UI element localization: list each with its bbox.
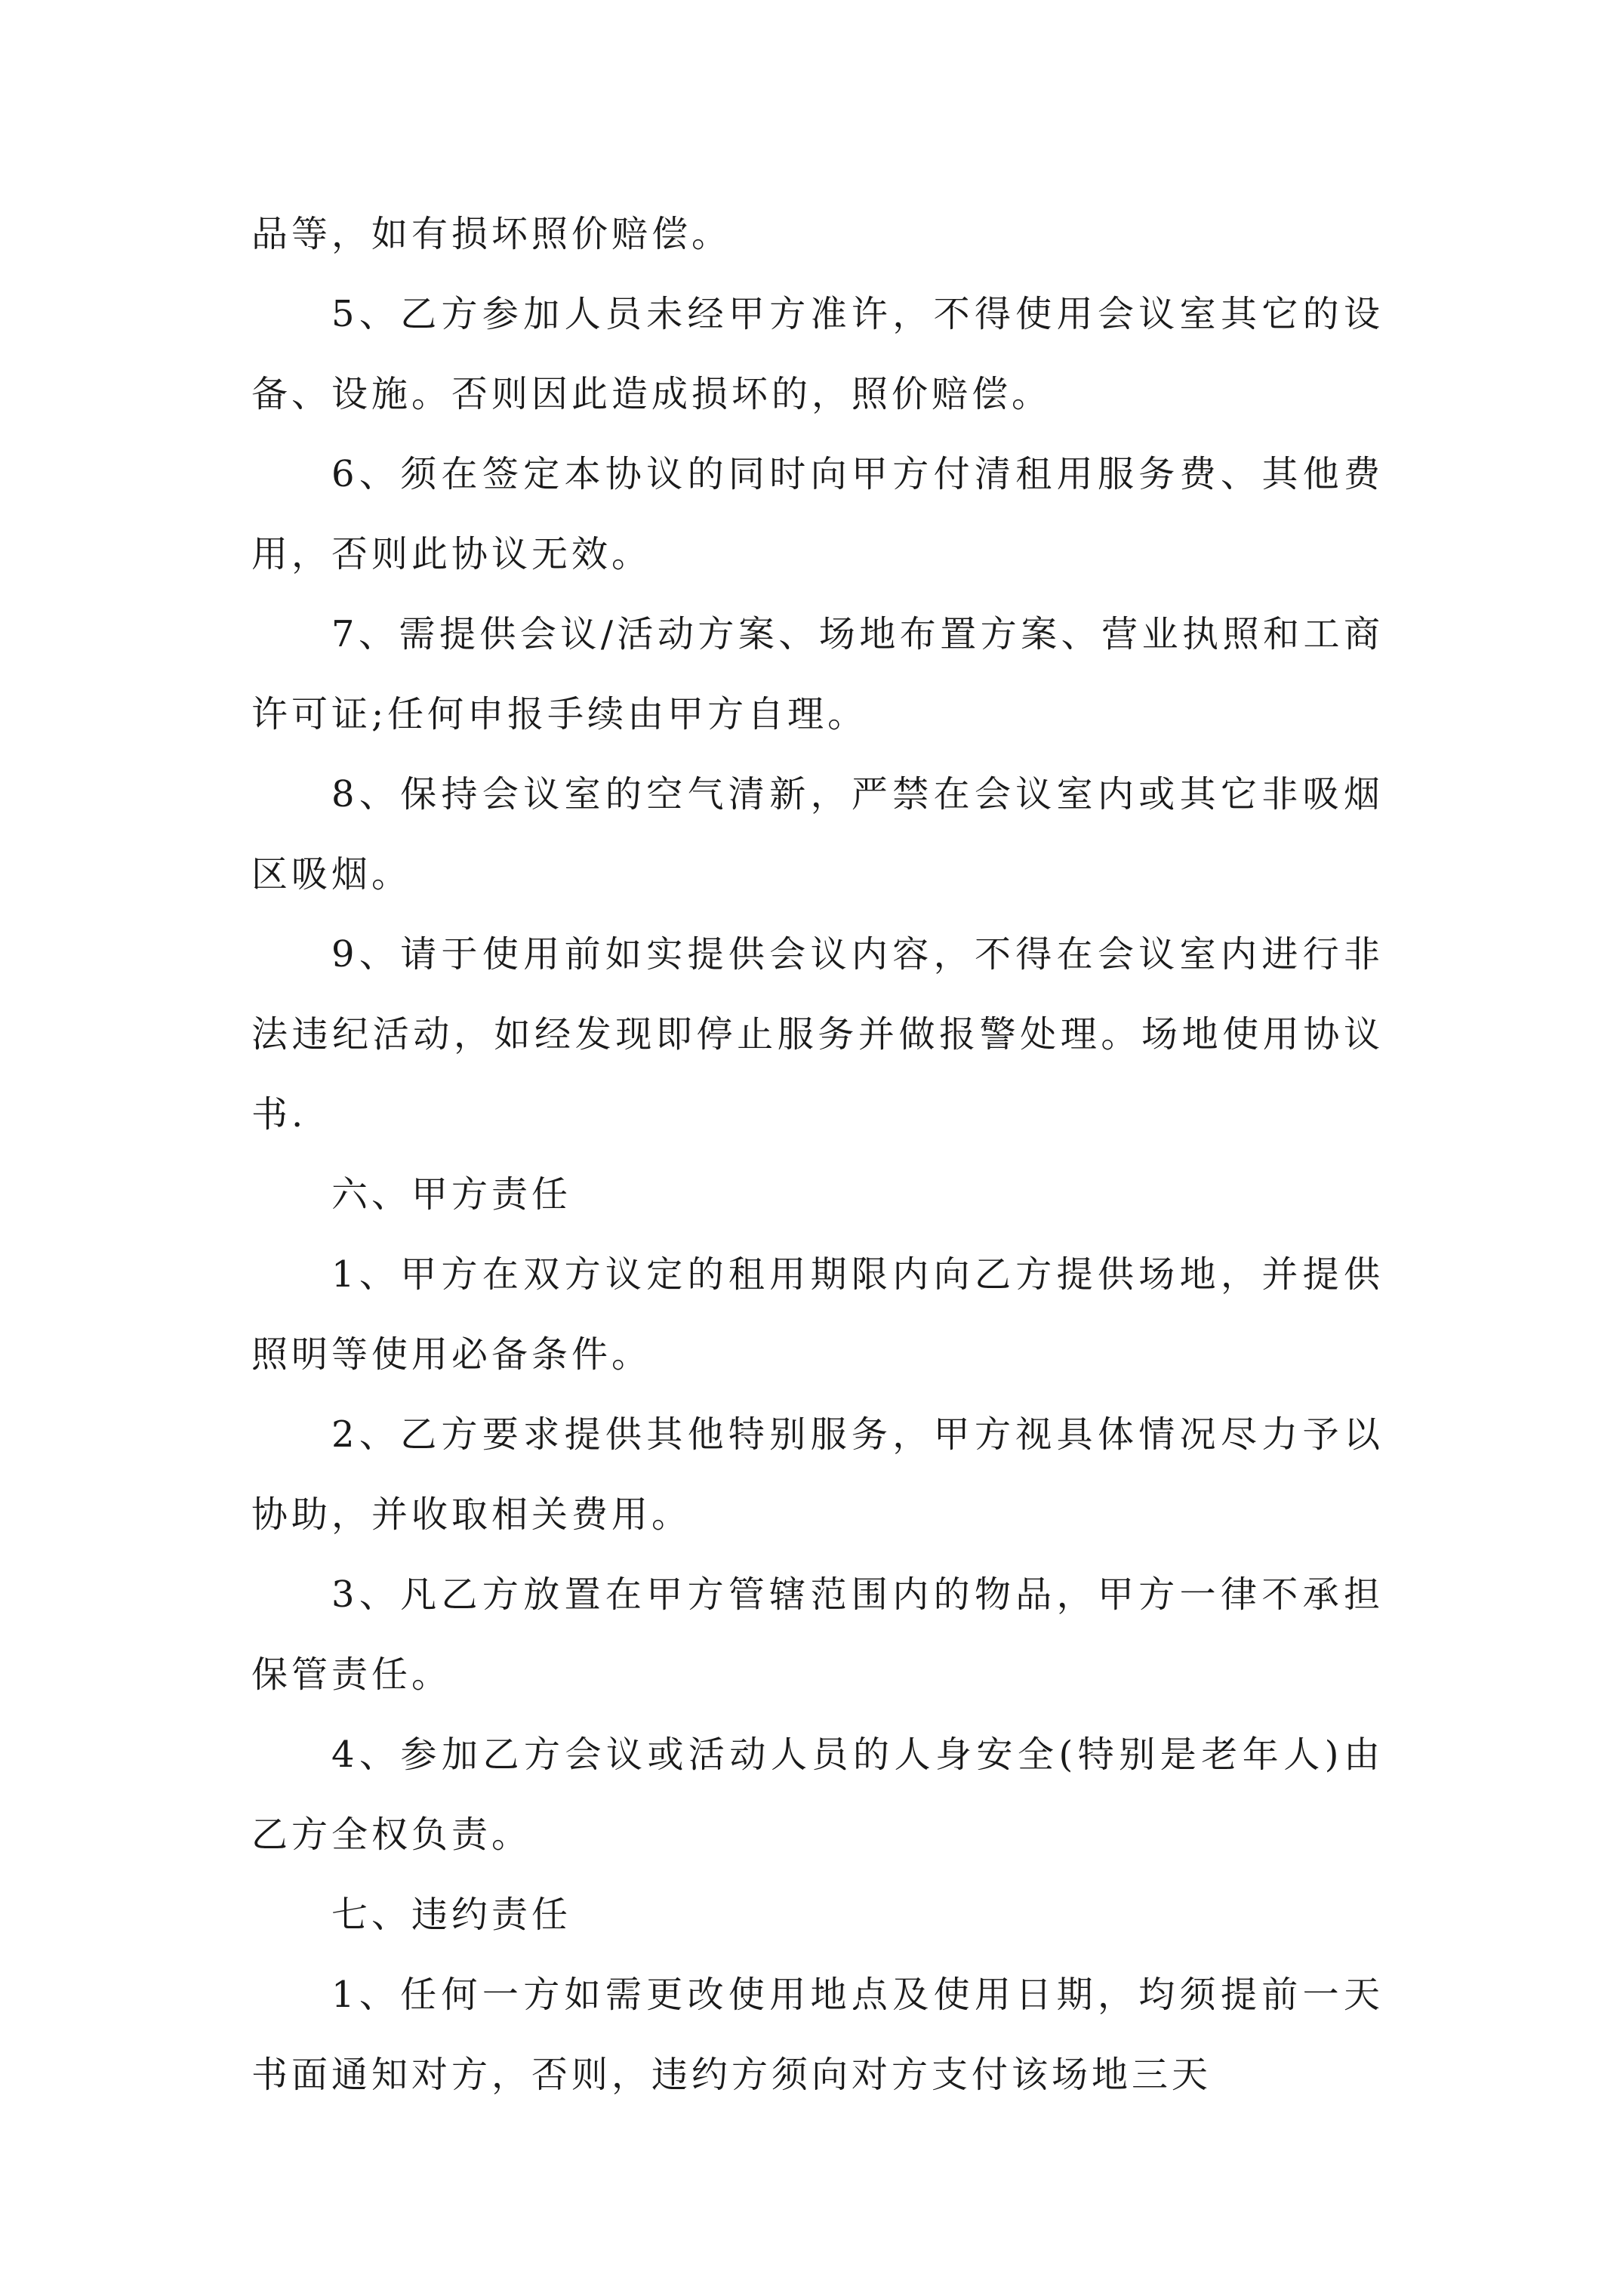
- paragraph-party-a-clause-3: 3、凡乙方放置在甲方管辖范围内的物品，甲方一律不承担保管责任。: [251, 1573, 1384, 1696]
- paragraph-clause-9: 9、请于使用前如实提供会议内容，不得在会议室内进行非法违纪活动，如经发现即停止服务并做报警处理。场地使用协议书.: [251, 933, 1384, 1136]
- paragraph-breach-clause-1: 1、任何一方如需更改使用地点及使用日期，均须提前一天书面通知对方，否则，违约方须向对方支付该场地三天: [251, 1974, 1384, 2096]
- paragraph-clause-6: 6、须在签定本协议的同时向甲方付清租用服务费、其他费用，否则此协议无效。: [251, 453, 1384, 575]
- paragraph-clause-8: 8、保持会议室的空气清新，严禁在会议室内或其它非吸烟区吸烟。: [251, 773, 1384, 895]
- paragraph-continuation: 品等，如有损坏照价赔偿。: [251, 213, 732, 255]
- document-body: [251, 194, 1384, 2115]
- paragraph-party-a-clause-2: 2、乙方要求提供其他特别服务，甲方视具体情况尽力予以协助，并收取相关费用。: [251, 1413, 1384, 1536]
- paragraph-clause-5: 5、乙方参加人员未经甲方准许，不得使用会议室其它的设备、设施。否则因此造成损坏的，照价赔偿。: [251, 293, 1384, 415]
- paragraph-clause-7: 7、需提供会议/活动方案、场地布置方案、营业执照和工商许可证;任何申报手续由甲方自理。: [251, 613, 1384, 735]
- section-heading-party-a-responsibility: 六、甲方责任: [331, 1173, 572, 1216]
- section-heading-breach-liability: 七、违约责任: [331, 1894, 572, 1936]
- paragraph-party-a-clause-1: 1、甲方在双方议定的租用期限内向乙方提供场地，并提供照明等使用必备条件。: [251, 1253, 1384, 1376]
- paragraph-party-a-clause-4: 4、参加乙方会议或活动人员的人身安全(特别是老年人)由乙方全权负责。: [251, 1734, 1384, 1856]
